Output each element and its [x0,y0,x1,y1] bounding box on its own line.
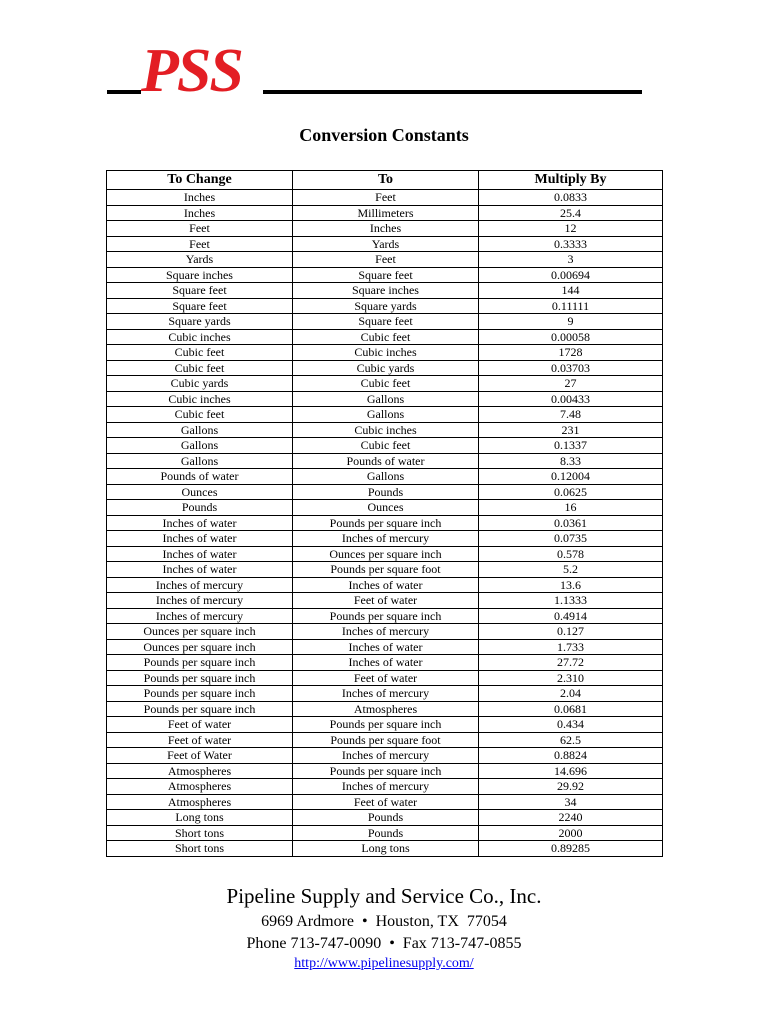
table-row [107,577,663,593]
cell-to-change: Feet of water [107,717,293,733]
cell-to: Pounds of water [293,453,479,469]
table-row [107,670,663,686]
cell-to: Cubic feet [293,438,479,454]
table-row [107,779,663,795]
cell-to: Inches of water [293,655,479,671]
table-row [107,345,663,361]
cell-multiply-by: 62.5 [479,732,663,748]
cell-to-change: Atmospheres [107,763,293,779]
cell-multiply-by: 29.92 [479,779,663,795]
table-row [107,221,663,237]
table-row [107,717,663,733]
table-row [107,469,663,485]
cell-multiply-by: 12 [479,221,663,237]
cell-multiply-by: 27.72 [479,655,663,671]
cell-to: Ounces [293,500,479,516]
cell-multiply-by: 34 [479,794,663,810]
cell-multiply-by: 0.0681 [479,701,663,717]
table-row [107,593,663,609]
table-row [107,453,663,469]
cell-multiply-by: 0.434 [479,717,663,733]
table-row [107,205,663,221]
cell-to: Long tons [293,841,479,857]
cell-to: Square inches [293,283,479,299]
cell-multiply-by: 0.578 [479,546,663,562]
cell-multiply-by: 1.733 [479,639,663,655]
table-header-row [107,171,663,190]
table-row [107,794,663,810]
cell-to: Pounds [293,825,479,841]
cell-to-change: Feet of water [107,732,293,748]
cell-to-change: Inches of water [107,531,293,547]
cell-multiply-by: 2.04 [479,686,663,702]
city-state-zip: Houston, TX 77054 [375,913,507,930]
cell-to: Pounds per square foot [293,732,479,748]
cell-to-change: Yards [107,252,293,268]
cell-to-change: Gallons [107,422,293,438]
table-row [107,314,663,330]
cell-to-change: Short tons [107,841,293,857]
company-address [0,911,768,933]
table-row [107,825,663,841]
company-contact [0,933,768,955]
cell-to-change: Pounds [107,500,293,516]
table-row [107,701,663,717]
cell-to: Square feet [293,267,479,283]
table-row [107,608,663,624]
cell-to-change: Pounds per square inch [107,686,293,702]
cell-multiply-by: 0.00694 [479,267,663,283]
cell-multiply-by: 2000 [479,825,663,841]
cell-multiply-by: 0.1337 [479,438,663,454]
cell-to: Inches of mercury [293,531,479,547]
logo-underline-right [263,90,642,94]
cell-to-change: Feet of Water [107,748,293,764]
cell-to: Pounds per square inch [293,763,479,779]
cell-to-change: Inches [107,190,293,206]
table-row [107,624,663,640]
cell-multiply-by: 0.89285 [479,841,663,857]
cell-multiply-by: 13.6 [479,577,663,593]
cell-multiply-by: 144 [479,283,663,299]
table-row [107,236,663,252]
cell-multiply-by: 0.11111 [479,298,663,314]
street-address: 6969 Ardmore [261,913,354,930]
table-row [107,841,663,857]
cell-multiply-by: 25.4 [479,205,663,221]
cell-to-change: Pounds of water [107,469,293,485]
logo-text: PSS [141,37,242,105]
cell-multiply-by: 0.12004 [479,469,663,485]
table-row [107,391,663,407]
cell-to: Inches of mercury [293,779,479,795]
cell-to: Gallons [293,407,479,423]
cell-to: Inches of mercury [293,624,479,640]
table-row [107,748,663,764]
conversion-table [106,170,663,857]
cell-multiply-by: 0.4914 [479,608,663,624]
cell-to-change: Short tons [107,825,293,841]
column-header-multiply-by: Multiply By [479,171,663,190]
table-row [107,546,663,562]
cell-to: Feet [293,252,479,268]
table-row [107,360,663,376]
cell-to: Inches of water [293,639,479,655]
bullet-icon: • [389,935,395,952]
cell-to-change: Pounds per square inch [107,670,293,686]
company-name: Pipeline Supply and Service Co., Inc. [226,884,542,908]
cell-to: Pounds [293,810,479,826]
cell-to-change: Square feet [107,298,293,314]
table-row [107,376,663,392]
cell-to-change: Square yards [107,314,293,330]
table-row [107,531,663,547]
table-row [107,686,663,702]
cell-to-change: Cubic feet [107,407,293,423]
cell-to-change: Ounces per square inch [107,639,293,655]
table-row [107,484,663,500]
cell-multiply-by: 2240 [479,810,663,826]
cell-to-change: Inches [107,205,293,221]
cell-to-change: Cubic inches [107,391,293,407]
cell-multiply-by: 14.696 [479,763,663,779]
cell-to-change: Feet [107,236,293,252]
fax-number: Fax 713-747-0855 [402,935,522,952]
table-row [107,515,663,531]
website-link[interactable]: http://www.pipelinesupply.com/ [294,956,474,971]
cell-to: Gallons [293,391,479,407]
cell-to: Cubic inches [293,345,479,361]
cell-to: Pounds per square inch [293,608,479,624]
cell-multiply-by: 3 [479,252,663,268]
cell-multiply-by: 0.00058 [479,329,663,345]
cell-to: Feet of water [293,670,479,686]
cell-to: Pounds per square foot [293,562,479,578]
table-row [107,655,663,671]
table-row [107,329,663,345]
cell-multiply-by: 0.3333 [479,236,663,252]
cell-to: Cubic feet [293,376,479,392]
cell-multiply-by: 0.8824 [479,748,663,764]
table-row [107,190,663,206]
cell-multiply-by: 0.03703 [479,360,663,376]
cell-to: Pounds [293,484,479,500]
cell-multiply-by: 2.310 [479,670,663,686]
cell-to: Atmospheres [293,701,479,717]
cell-multiply-by: 0.00433 [479,391,663,407]
cell-to-change: Gallons [107,453,293,469]
cell-to: Pounds per square inch [293,515,479,531]
cell-multiply-by: 0.127 [479,624,663,640]
logo-underline-left [107,90,141,94]
cell-to-change: Gallons [107,438,293,454]
cell-to-change: Feet [107,221,293,237]
cell-to-change: Inches of water [107,515,293,531]
cell-to: Inches [293,221,479,237]
phone-number: Phone 713-747-0090 [246,935,382,952]
cell-to-change: Inches of mercury [107,608,293,624]
cell-to: Feet of water [293,794,479,810]
cell-to-change: Square inches [107,267,293,283]
cell-multiply-by: 0.0361 [479,515,663,531]
cell-to: Inches of mercury [293,748,479,764]
cell-to: Gallons [293,469,479,485]
cell-to-change: Long tons [107,810,293,826]
cell-to: Inches of water [293,577,479,593]
column-header-to: To [293,171,479,190]
cell-to: Cubic inches [293,422,479,438]
cell-multiply-by: 7.48 [479,407,663,423]
website [0,955,768,973]
table-row [107,810,663,826]
table-body [107,190,663,857]
table-row [107,283,663,299]
cell-to-change: Inches of mercury [107,577,293,593]
cell-to-change: Cubic yards [107,376,293,392]
cell-multiply-by: 1.1333 [479,593,663,609]
cell-to: Square yards [293,298,479,314]
cell-to: Feet of water [293,593,479,609]
cell-to-change: Ounces [107,484,293,500]
pss-logo [107,37,642,105]
cell-multiply-by: 5.2 [479,562,663,578]
cell-multiply-by: 9 [479,314,663,330]
cell-to: Cubic yards [293,360,479,376]
cell-to-change: Pounds per square inch [107,655,293,671]
table-row [107,732,663,748]
table-row [107,267,663,283]
table-row [107,639,663,655]
cell-multiply-by: 1728 [479,345,663,361]
cell-to-change: Cubic feet [107,345,293,361]
cell-to-change: Inches of water [107,562,293,578]
table-row [107,500,663,516]
cell-to: Inches of mercury [293,686,479,702]
cell-to-change: Cubic inches [107,329,293,345]
cell-multiply-by: 0.0735 [479,531,663,547]
cell-to: Feet [293,190,479,206]
cell-to-change: Ounces per square inch [107,624,293,640]
cell-to: Pounds per square inch [293,717,479,733]
table-row [107,438,663,454]
cell-multiply-by: 8.33 [479,453,663,469]
cell-to-change: Square feet [107,283,293,299]
table-row [107,422,663,438]
cell-to-change: Pounds per square inch [107,701,293,717]
cell-to-change: Cubic feet [107,360,293,376]
table-row [107,763,663,779]
cell-to-change: Inches of mercury [107,593,293,609]
table-row [107,407,663,423]
cell-to: Millimeters [293,205,479,221]
cell-to: Cubic feet [293,329,479,345]
cell-to-change: Inches of water [107,546,293,562]
cell-to: Yards [293,236,479,252]
cell-multiply-by: 231 [479,422,663,438]
cell-to-change: Atmospheres [107,794,293,810]
cell-multiply-by: 27 [479,376,663,392]
cell-multiply-by: 16 [479,500,663,516]
cell-to-change: Atmospheres [107,779,293,795]
cell-multiply-by: 0.0625 [479,484,663,500]
cell-to: Square feet [293,314,479,330]
table-row [107,298,663,314]
table-row [107,252,663,268]
column-header-to-change: To Change [107,171,293,190]
table-row [107,562,663,578]
page-title: Conversion Constants [299,125,469,145]
cell-multiply-by: 0.0833 [479,190,663,206]
bullet-icon: • [362,913,368,930]
cell-to: Ounces per square inch [293,546,479,562]
